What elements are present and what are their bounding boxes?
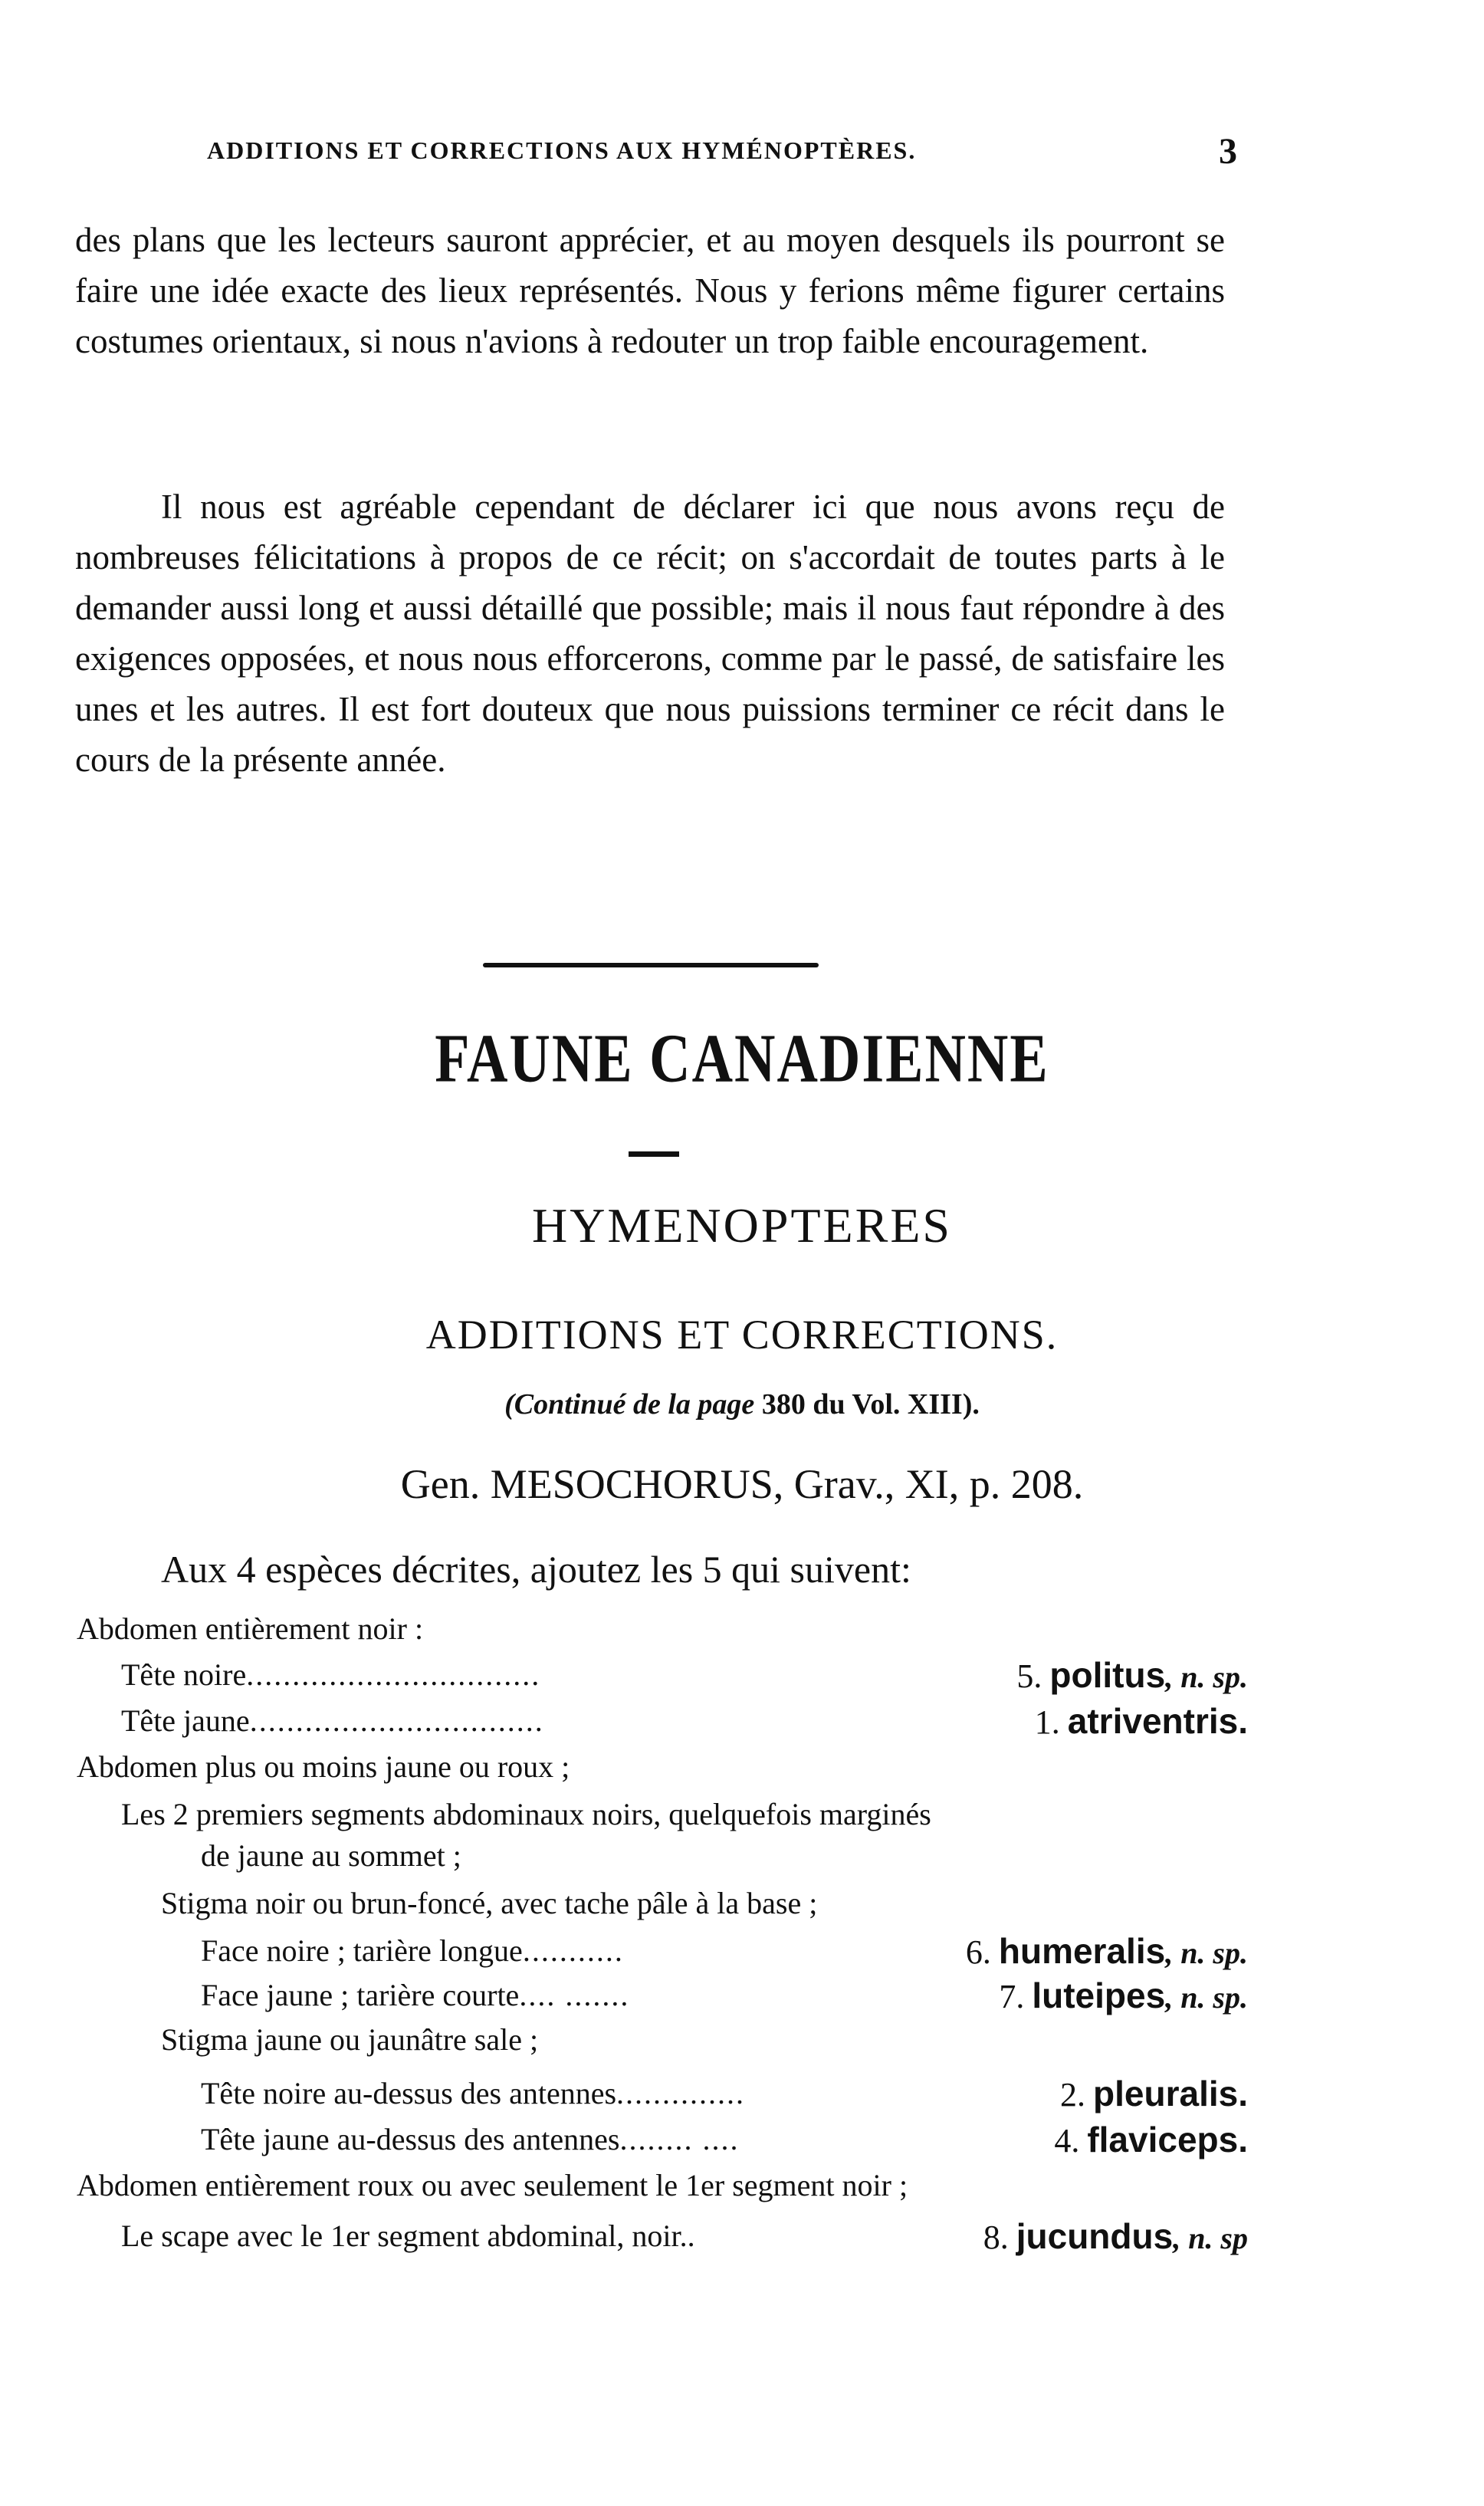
key-result	[999, 1976, 1248, 2017]
species-name: jucundus	[1016, 2216, 1174, 2256]
continuation-note	[0, 1388, 1484, 1421]
key-result	[1054, 2120, 1248, 2161]
paragraph: des plans que les lecteurs sauront apprécier, et au moyen desquels ils pourront se faire une idée exacte des lieux représentés. Nous y ferions même figurer certains costumes orientaux, si nous n'avions à redouter un trop faible encouragement.	[75, 221, 1225, 360]
key-text: Face noire ; tarière longue	[201, 1933, 523, 1968]
key-line	[201, 1976, 1248, 2015]
key-line: Abdomen plus ou moins jaune ou roux ;	[77, 1749, 570, 1784]
key-leader: ................................	[246, 1657, 541, 1692]
key-line: Stigma noir ou brun-foncé, avec tache pâle à la base ;	[161, 1886, 818, 1920]
key-number: 5.	[1016, 1657, 1042, 1695]
key-result	[1060, 2074, 1248, 2115]
continuation-rest: 380 du Vol. XIII).	[761, 1388, 980, 1421]
key-result	[1016, 1656, 1248, 1696]
key-leader: ...........	[522, 1933, 624, 1968]
key-number: 2.	[1060, 2076, 1086, 2114]
species-name: humeralis	[998, 1931, 1166, 1971]
page-number: 3	[1219, 131, 1237, 172]
genus-heading: Gen. MESOCHORUS, Grav., XI, p. 208.	[400, 1461, 1084, 1507]
paragraph: Il nous est agréable cependant de déclarer ici que nous avons reçu de nombreuses félicitations à propos de ce récit; on s'accordait de toutes parts à le demander aussi long et aussi détaillé que possible; mais il nous faut répondre à des exigences opposées, et nous nous efforcerons, comme par le passé, de satisfaire les unes et les autres. Il est fort douteux que nous puissions terminer ce récit dans le cours de la présente année.	[75, 488, 1225, 779]
species-abbr: , n. sp.	[1165, 1936, 1248, 1970]
key-text: Le scape avec le 1er segment abdominal, noir..	[121, 2219, 695, 2253]
species-name: politus	[1049, 1655, 1166, 1695]
species-name: luteipes	[1032, 1976, 1166, 2015]
species-abbr: , n. sp.	[1165, 1660, 1248, 1694]
key-leader: ..............	[616, 2076, 746, 2110]
subtitle-heading: ADDITIONS ET CORRECTIONS.	[425, 1312, 1059, 1358]
species-abbr: , n. sp.	[1165, 1980, 1248, 2015]
key-line	[201, 1932, 1248, 1970]
key-line	[121, 1656, 1248, 1694]
key-text: Face jaune ; tarière courte	[201, 1978, 520, 2012]
key-number: 8.	[983, 2219, 1009, 2256]
key-number: 4.	[1054, 2122, 1080, 2159]
key-text: Tête jaune au-dessus des antennes	[201, 2122, 620, 2156]
key-number: 1.	[1034, 1703, 1060, 1741]
running-head: ADDITIONS ET CORRECTIONS AUX HYMÉNOPTÈRES.	[207, 136, 917, 164]
key-line: de jaune au sommet ;	[201, 1838, 461, 1873]
title-dash	[629, 1151, 679, 1157]
key-number: 7.	[999, 1978, 1025, 2015]
key-line: Stigma jaune ou jaunâtre sale ;	[161, 2022, 539, 2057]
key-result	[983, 2217, 1248, 2258]
species-abbr: , n. sp	[1173, 2221, 1248, 2255]
key-line	[201, 2120, 1248, 2159]
key-result	[1035, 1702, 1248, 1742]
key-line: Les 2 premiers segments abdominaux noirs, quelquefois marginés	[121, 1797, 931, 1831]
key-text: Tête jaune	[121, 1703, 250, 1738]
key-leader: ................................	[249, 1703, 544, 1738]
key-leader: .... .......	[519, 1978, 630, 2012]
key-result	[966, 1932, 1248, 1972]
continuation-italic: (Continué de la page	[504, 1388, 755, 1421]
key-number: 6.	[965, 1933, 991, 1971]
section-title: FAUNE CANADIENNE	[435, 1020, 1049, 1098]
key-line	[201, 2074, 1248, 2113]
key-line	[121, 1702, 1248, 1740]
key-line: Abdomen entièrement roux ou avec seulement le 1er segment noir ;	[77, 2168, 908, 2202]
key-intro: Aux 4 espèces décrites, ajoutez les 5 qui suivent:	[161, 1548, 911, 1591]
species-name: flaviceps.	[1087, 2120, 1248, 2159]
section-divider	[483, 963, 819, 967]
key-text: Tête noire	[121, 1657, 247, 1692]
key-line: Abdomen entièrement noir :	[77, 1611, 424, 1646]
species-name: atriventris.	[1067, 1701, 1248, 1741]
order-heading: HYMENOPTERES	[531, 1198, 953, 1253]
key-leader: ........ ....	[619, 2122, 740, 2156]
species-name: pleuralis.	[1093, 2074, 1248, 2114]
key-text: Tête noire au-dessus des antennes	[201, 2076, 617, 2110]
key-line	[121, 2217, 1248, 2255]
